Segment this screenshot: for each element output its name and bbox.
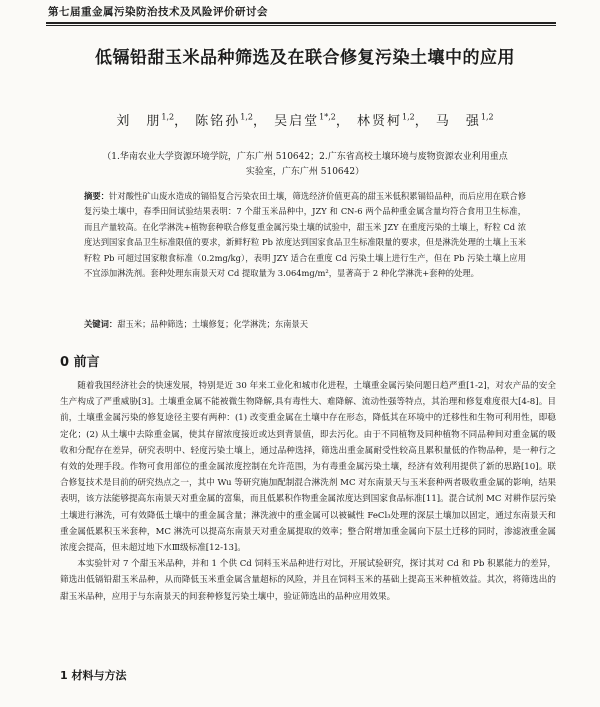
paragraph: 随着我国经济社会的快速发展，特别是近 30 年来工业化和城市化进程，土壤重金属污染问题日趋严重[1-2]，对农产品的安全生产构成了严重威胁[3]。土壤重金属不能被微生物降解,具有毒性大、难降解、流动性强等特点，其治理和修复难度很大[4-8]。目前，土壤重金属污染的修复途径主要有两种：(1) 改变重金属在土壤中存在形态，降低其在环境中的迁移性和生物可利用性，即稳定化；(2) 从土壤中去除重金属，使其存留浓度接近或达到背景值，即去污化。由于不同植物及同种植物不同品种间对重金属的吸收和分配存在差异，研究表明中、轻度污染土壤上，通过品种选择，筛选出重金属耐受性较高且累积量低的作物品种，是一种行之有效的处理手段。作物可食用部位的重金属浓度控制在允许范围，为有毒重金属污染土壤，经济有效利用提供了新的思路[10]。联合修复技术是目前的研究热点之一，其中 Wu 等研究施加配制混合淋洗剂 MC 对东南景天与玉米套种两者吸收重金属的影响，结果表明，该方法能够提高东南景天对重金属的富集，而且低累积作物重金属浓度达到国家食品标准[11]。混合试剂 MC 对耕作层污染土壤进行淋洗，可有效降低土壤中的重金属含量；淋洗液中的重金属可以被碱性 FeCl₃处理的深层土壤加以固定，通过东南景天和重金属低累积玉米套种，MC 淋洗可以提高东南景天对重金属提取的效率；整合附增加重金属向下层土迁移的同时，渗滤液重金属浓度会提高，但未超过地下水Ⅲ级标准[12-13]。 (60, 381, 556, 554)
abstract (84, 189, 526, 281)
running-header: 第七届重金属污染防治技术及风险评价研讨会 (48, 6, 268, 18)
paper-title: 低镉铅甜玉米品种筛选及在联合修复污染土壤中的应用 (95, 48, 515, 68)
keywords-label: 关键词： (84, 319, 118, 329)
abstract-label: 摘要： (84, 191, 110, 201)
paragraph: 本实验针对 7 个甜玉米品种，并和 1 个供 Cd 饲料玉米品种进行对比，开展试验研究，探讨其对 Cd 和 Pb 积累能力的差异，筛选出低镉铅甜玉米品种，从而降低玉米重金属含量超标的风险，并且在饲料玉米的基础上提高玉米种植效益。其次，将筛选出的甜玉米品种，应用于与东南景天的间套种修复污染土壤中，验证筛选出的品种应用效果。 (60, 559, 556, 602)
author: 林贤柯$^{1,2}$ (357, 112, 415, 129)
author-list: 刘 朋$^{1,2}$， 陈铭孙$^{1,2}$， 吴启堂$^{1*,2}$， 林贤柯$^{1,2}$， 马 强$^{1,2}$ (116, 112, 494, 129)
section-heading-intro: 0 前言 (60, 355, 100, 370)
keywords-text: 甜玉米；品种筛选；土壤修复；化学淋洗；东南景天 (117, 319, 309, 329)
author: 吴启堂$^{1*,2}$ (274, 112, 336, 129)
abstract-text: 针对酸性矿山废水造成的镉铅复合污染农田土壤，筛选经济价值更高的甜玉米低积累镉铅品种，而后应用在联合修复污染土壤中，春季田间试验结果表明：7 个甜玉米品种中，JZY 和 CN-6 两个品种重金属含量均符合食用卫生标准，而且产量较高。在化学淋洗+植物套种联合修复重金属污染土壤的试验中，甜玉米 JZY 在重度污染的土壤上，籽粒 Cd 浓度达到国家食品卫生标准限值的要求，新鲜籽粒 Pb 浓度达到国家食品卫生标准限量的要求，但是淋洗处理的土壤上玉米籽粒 Pb 可超过国家粮食标准（0.2mg/kg），表明 JZY 适合在重度 Cd 污染土壤上进行生产，但在 Pb 污染土壤上应用不宜添加淋洗剂。套种处理东南景天对 Cd 提取量为 3.064mg/m²，显著高于 2 种化学淋洗+套种的处理。 (84, 191, 526, 279)
affiliation: （1.华南农业大学资源环境学院，广东广州 510642；2.广东省高校土壤环境与废物资源农业利用重点实验室，广东广州 510642） (102, 152, 508, 177)
author: 陈铭孙$^{1,2}$ (195, 112, 253, 129)
keywords (84, 318, 526, 330)
intro-body (60, 378, 556, 605)
header-rule-thin (46, 25, 556, 26)
author: 马 强$^{1,2}$ (435, 112, 494, 129)
author: 刘 朋$^{1,2}$ (116, 112, 175, 129)
header-rule (46, 22, 556, 24)
section-heading-methods: 1 材料与方法 (60, 669, 127, 682)
